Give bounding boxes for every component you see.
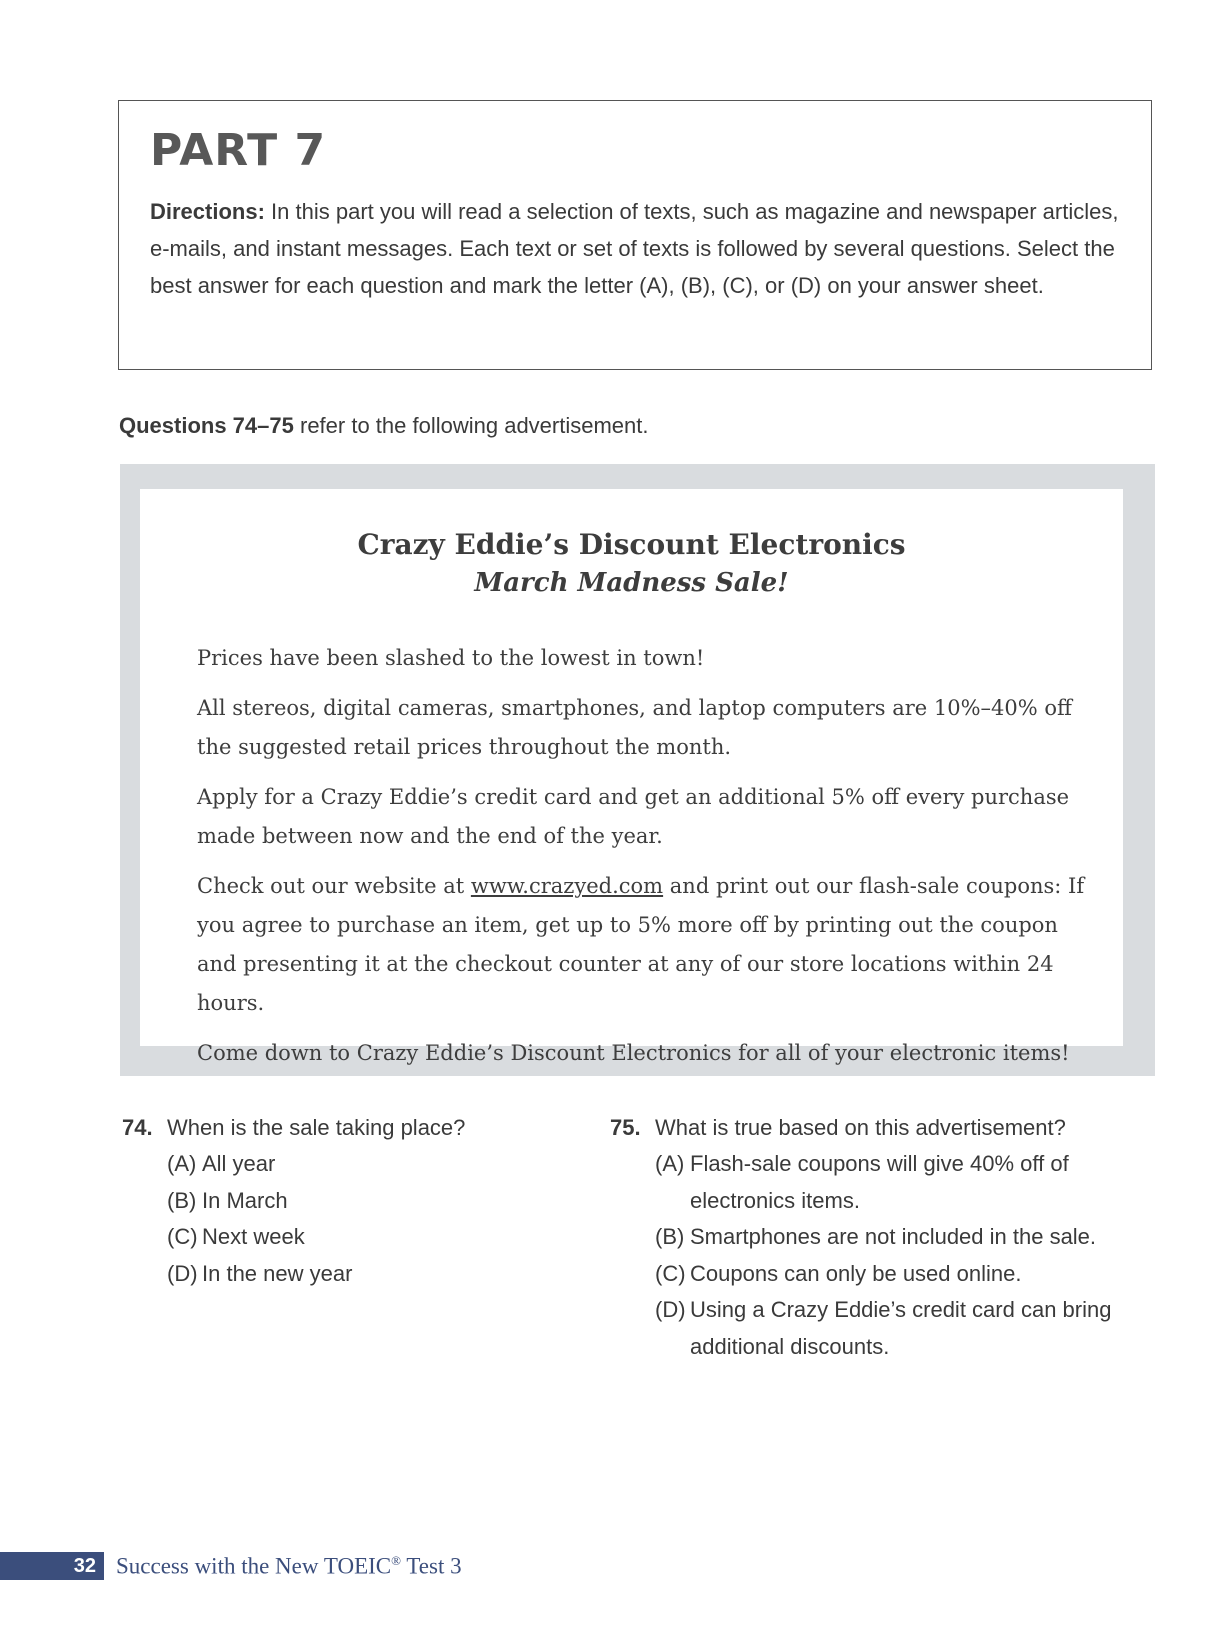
question-text: What is true based on this advertisement?	[655, 1115, 1066, 1140]
question-number: 75.	[610, 1115, 641, 1140]
ad-paragraph: Apply for a Crazy Eddie’s credit card and get an additional 5% off every purchase made between now and the end of the year.	[197, 785, 1070, 848]
questions-intro-text: refer to the following advertisement.	[293, 413, 649, 438]
answer-option-c[interactable]	[655, 1256, 1150, 1293]
answer-option-a[interactable]	[655, 1146, 1150, 1219]
option-letter: (A)	[655, 1151, 685, 1176]
ad-paragraph-text: Check out our website at	[197, 874, 471, 898]
answer-option-a[interactable]	[167, 1146, 572, 1183]
book-title	[116, 1553, 462, 1580]
question-number: 74.	[122, 1115, 153, 1140]
answer-option-c[interactable]	[167, 1219, 572, 1256]
answer-option-b[interactable]	[167, 1183, 572, 1220]
option-letter: (C)	[167, 1224, 198, 1249]
option-letter: (B)	[167, 1187, 197, 1213]
ad-body	[197, 639, 1103, 1084]
advertisement	[140, 489, 1123, 1065]
option-letter: (A)	[167, 1151, 197, 1176]
directions-box	[118, 100, 1152, 370]
questions-intro	[119, 413, 649, 439]
ad-subtitle: March Madness Sale!	[474, 568, 789, 598]
option-letter: (B)	[655, 1224, 685, 1249]
option-text: Using a Crazy Eddie’s credit card can bring additional discounts.	[690, 1297, 1112, 1359]
answer-options	[610, 1146, 1150, 1365]
ad-paragraph: Come down to Crazy Eddie’s Discount Electronics for all of your electronic items!	[197, 1041, 1070, 1065]
ad-paragraph	[197, 867, 1103, 1023]
option-text: In the new year	[202, 1260, 353, 1286]
option-text: Flash-sale coupons will give 40% off of electronics items.	[690, 1151, 1069, 1213]
book-title-text: Success with the New TOEIC	[116, 1553, 392, 1579]
option-text: In March	[202, 1187, 288, 1213]
registered-mark: ®	[391, 1552, 402, 1568]
ad-paragraph-text: and print out our flash-sale coupons: If you agree to purchase an item, get up to 5% more off by printing out the coupon and presenting it at the checkout counter at any of our store locations within 24 hours.	[197, 874, 1085, 1015]
page-footer	[0, 1551, 462, 1581]
ad-paragraph: All stereos, digital cameras, smartphones, and laptop computers are 10%–40% off the suggested retail prices throughout the month.	[197, 696, 1072, 759]
directions-text	[150, 193, 1121, 304]
option-text: Smartphones are not included in the sale.	[690, 1224, 1097, 1249]
question-header	[122, 1110, 572, 1146]
question-74	[122, 1110, 572, 1292]
question-header	[610, 1110, 1150, 1146]
directions-body: In this part you will read a selection of texts, such as magazine and newspaper articles, e-mails, and instant messages. Each text or set of texts is followed by several questions. Select the best answer for each question and mark the letter (A), (B), (C), or (D) on your answer sheet.	[150, 199, 1119, 299]
ad-title: Crazy Eddie’s Discount Electronics	[357, 528, 906, 561]
option-letter: (C)	[655, 1260, 686, 1286]
option-letter: (D)	[167, 1260, 198, 1286]
question-text: When is the sale taking place?	[167, 1115, 466, 1140]
ad-paragraph: Prices have been slashed to the lowest in town!	[197, 646, 705, 670]
option-text: Coupons can only be used online.	[690, 1260, 1022, 1286]
answer-option-d[interactable]	[167, 1256, 572, 1293]
advertisement-frame	[120, 464, 1155, 1076]
option-letter: (D)	[655, 1297, 686, 1322]
directions-label: Directions:	[150, 199, 265, 225]
question-75	[610, 1110, 1150, 1365]
answer-option-d[interactable]	[655, 1292, 1150, 1365]
option-text: All year	[202, 1151, 276, 1176]
website-link[interactable]: www.crazyed.com	[470, 874, 664, 898]
book-title-suffix: Test 3	[401, 1553, 462, 1579]
answer-option-b[interactable]	[655, 1219, 1150, 1256]
part-title: PART 7	[150, 125, 327, 176]
questions-range: Questions 74–75	[119, 413, 294, 438]
page-number: 32	[0, 1552, 104, 1580]
answer-options	[122, 1146, 572, 1292]
option-text: Next week	[202, 1224, 305, 1249]
